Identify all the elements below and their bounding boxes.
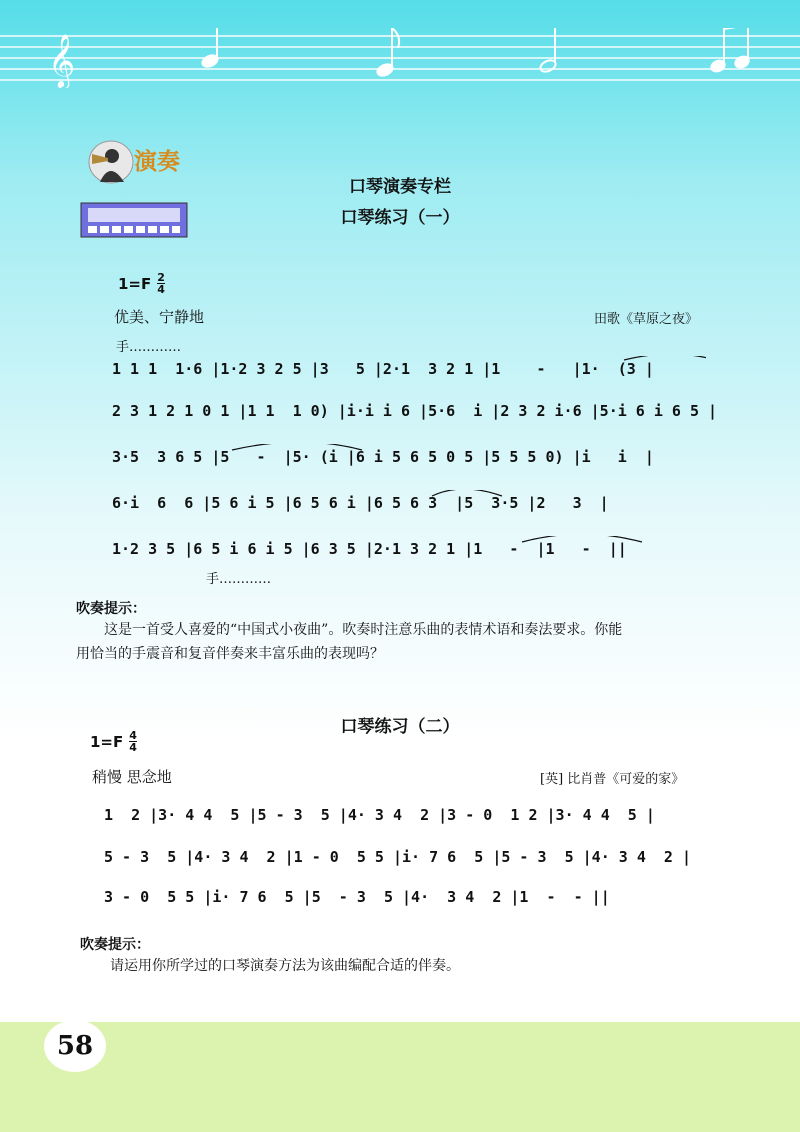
piece2-source: [英] 比肖普《可爱的家》 [540,772,685,787]
piece2-title: 口琴练习（二） [340,717,460,737]
piece1-tip-line-1: 这是一首受人喜爱的“中国式小夜曲”。吹奏时注意乐曲的表情术语和奏法要求。你能 [104,622,623,638]
piece2-score-line-3 [104,884,698,914]
section-title: 演奏 [134,148,180,175]
score-text: 1 2 |3· 4 4 5 |5 - 3 5 |4· 3 4 2 |3 - 0 1 2 |3· 4 4 5 | [104,806,655,824]
score-text: 6·i 6 6 |5 6 i 5 |6 5 6 i |6 5 6 3 |5 3·5 |2 3 | [112,494,609,512]
piece1-score-line-3 [112,444,706,474]
piece2-score-line-1 [104,802,698,832]
piece2-time-den: 4 [129,741,137,754]
piece1-tempo: 优美、宁静地 [114,308,205,326]
piece1-key: 1=F [118,274,152,293]
piece1-title: 口琴练习（一） [340,208,460,228]
piece1-hand-mark-top: 手………… [116,340,182,355]
piece2-time-num: 4 [129,729,137,742]
piece1-source: 田歌《草原之夜》 [594,312,699,327]
score-text: 3 - 0 5 5 |i· 7 6 5 |5 - 3 5 |4· 3 4 2 |1 - - || [104,888,610,906]
treble-clef-icon: 𝄞 [48,33,76,87]
score-text: 3·5 3 6 5 |5 - |5· (i |6 i 5 6 5 0 5 |5 5 5 0) |i i | [112,448,654,466]
piece1-score-line-5 [112,536,706,566]
piece1-time-num: 2 [157,271,165,284]
piece1-score-line-2 [112,398,718,428]
score-text: 2 3 1 2 1 0 1 |1 1 1 0) |i·i i 6 |5·6 i |2 3 2 i·6 |5·i 6 i 6 5 | [112,402,718,420]
piece1-score-line-1 [112,356,706,386]
score-text: 1 1 1 1·6 |1·2 3 2 5 |3 5 |2·1 3 2 1 |1 - |1· (3 | [112,360,654,378]
page-footer-band [0,1022,800,1132]
piece1-time-signature [157,272,165,295]
piece2-key-signature [90,730,137,753]
piece2-tempo: 稍慢 思念地 [92,768,172,786]
score-text: 1·2 3 5 |6 5 i 6 i 5 |6 3 5 |2·1 3 2 1 |1 - |1 - || [112,540,627,558]
piece1-hand-mark-bottom: 手………… [206,572,272,587]
piece1-tip-label: 吹奏提示： [76,601,146,617]
piece1-score-line-4 [112,490,706,520]
music-staff-decoration [0,28,800,88]
piece1-tip-line-2: 用恰当的手震音和复音伴奏来丰富乐曲的表现吗？ [76,646,384,662]
piece2-key: 1=F [90,732,124,751]
page-number: 58 [44,1020,106,1072]
column-title: 口琴演奏专栏 [349,177,451,197]
piece2-tip-label: 吹奏提示： [80,937,150,953]
piece2-tip-line-1: 请运用你所学过的口琴演奏方法为该曲编配合适的伴奏。 [110,958,460,974]
score-text: 5 - 3 5 |4· 3 4 2 |1 - 0 5 5 |i· 7 6 5 |5 - 3 5 |4· 3 4 2 | [104,848,691,866]
piece2-time-signature [129,730,137,753]
piece1-key-signature [118,272,165,295]
piece1-time-den: 4 [157,283,165,296]
piece2-score-line-2 [104,844,698,874]
